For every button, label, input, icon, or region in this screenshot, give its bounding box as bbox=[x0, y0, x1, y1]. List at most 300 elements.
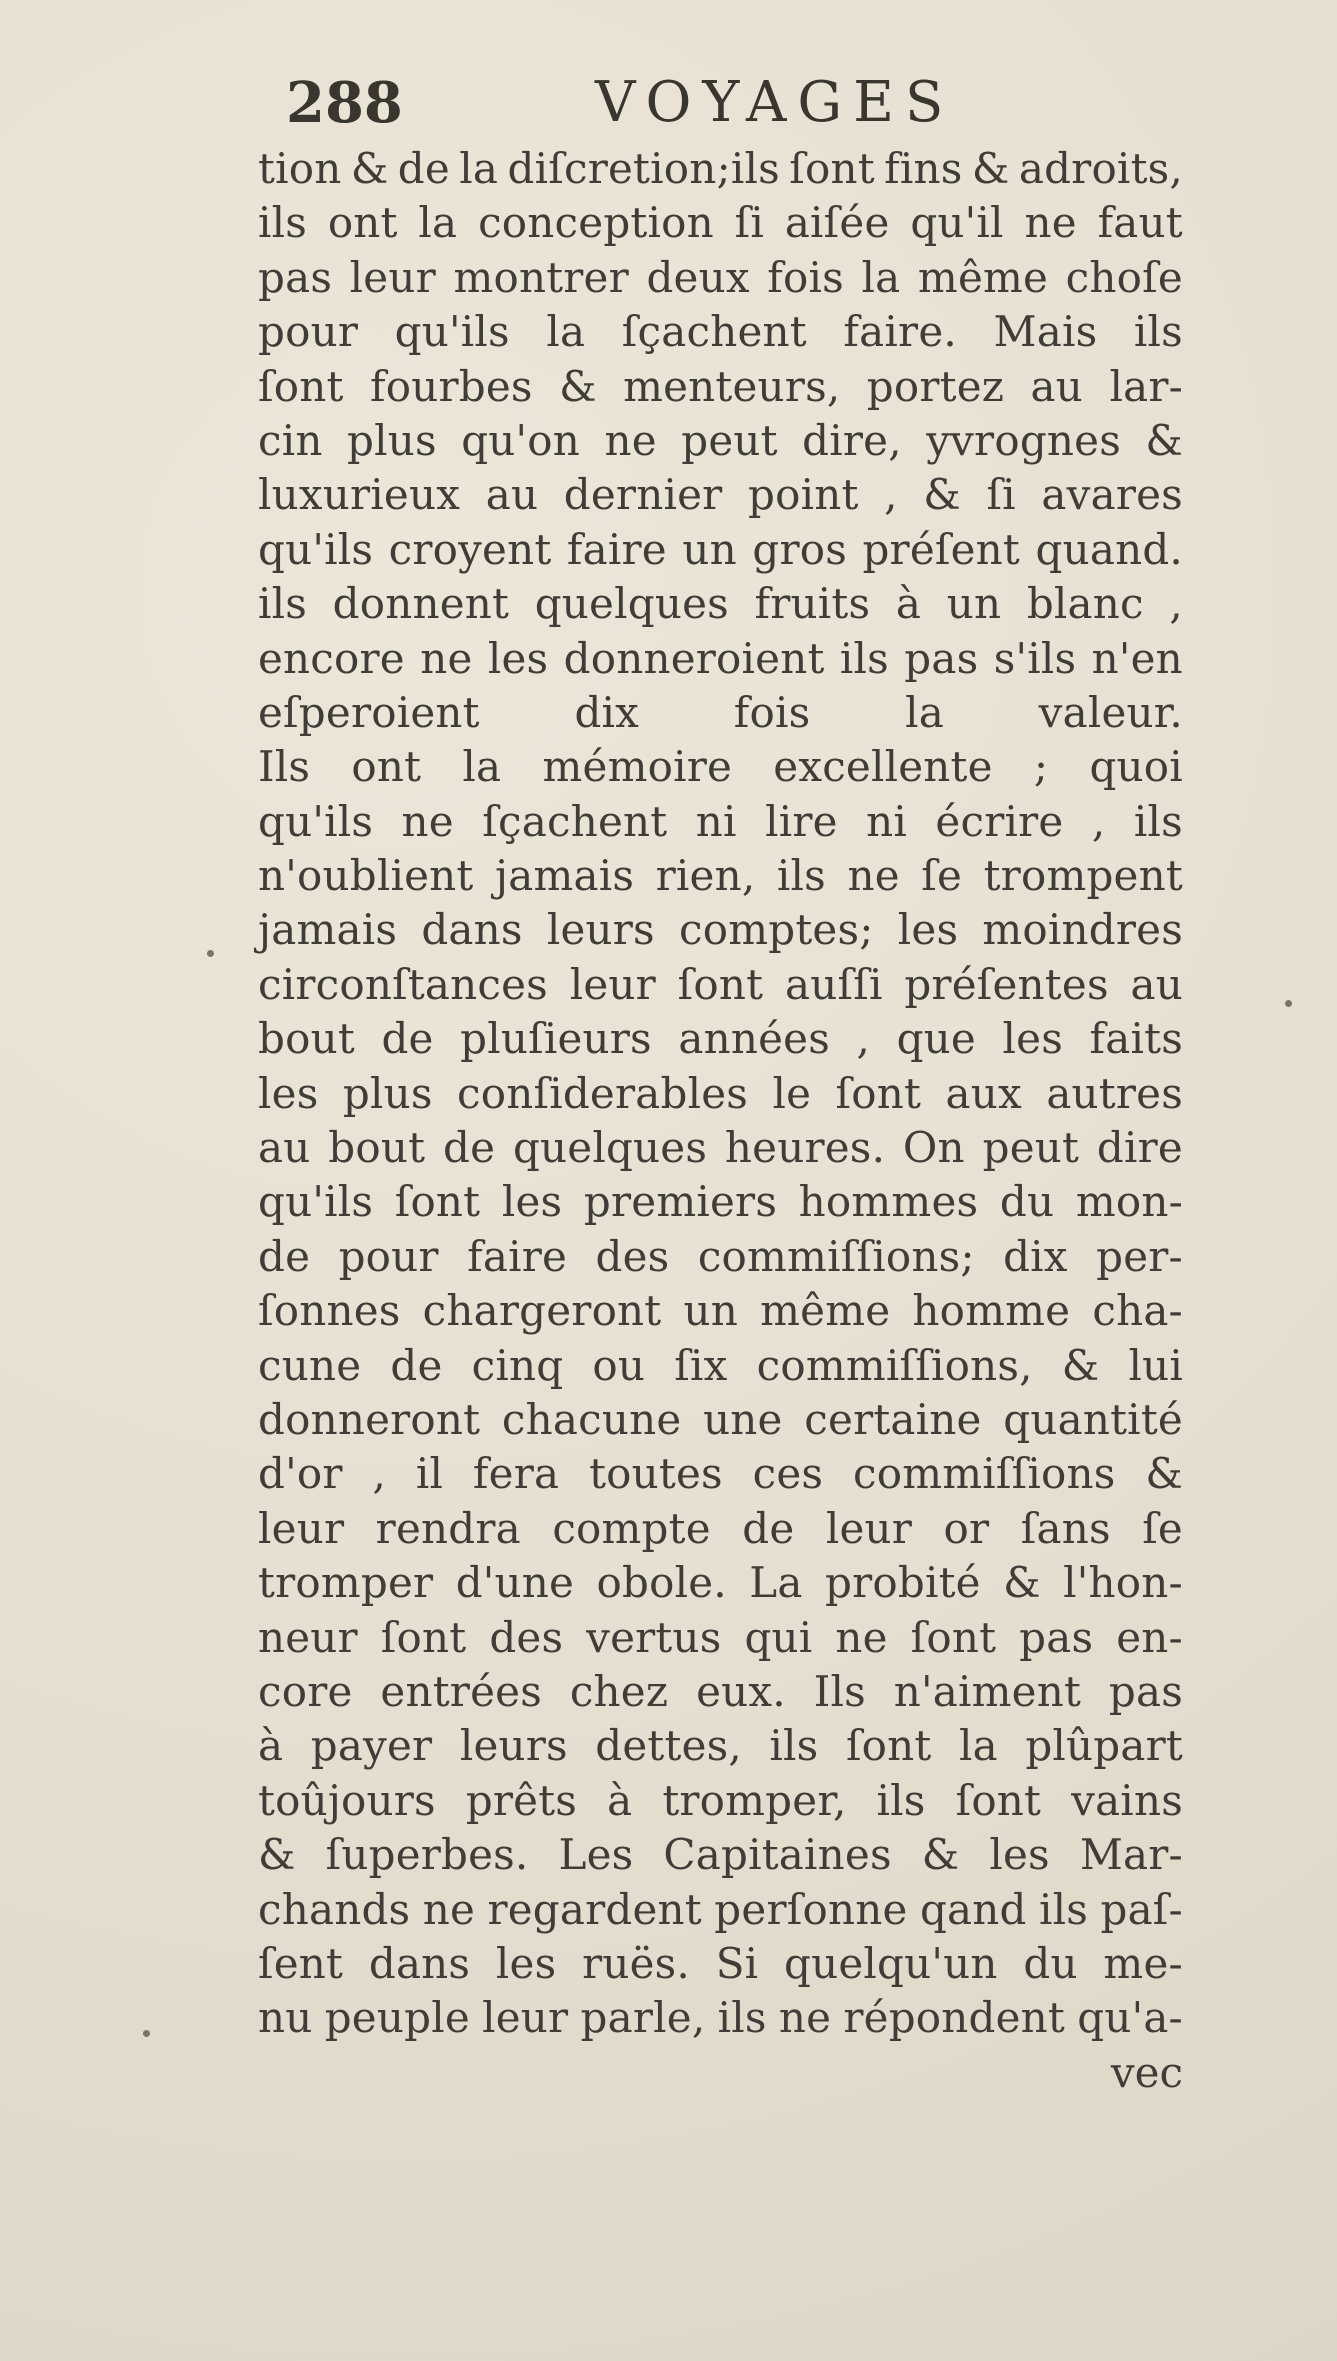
text-word: certaine bbox=[804, 1394, 982, 1444]
text-word: donnent bbox=[332, 579, 510, 629]
page-number: 288 bbox=[286, 70, 403, 136]
text-word: , bbox=[1169, 579, 1183, 629]
text-word: obole. bbox=[596, 1558, 727, 1608]
text-word: n'oublient bbox=[258, 851, 474, 901]
text-word: ces bbox=[752, 1449, 824, 1499]
text-word: chargeront bbox=[422, 1286, 662, 1336]
text-word: du bbox=[999, 1177, 1055, 1227]
text-word: & bbox=[559, 361, 597, 411]
text-word: chacune bbox=[501, 1394, 682, 1444]
text-word: ſont bbox=[845, 1721, 932, 1771]
text-word: fois bbox=[767, 252, 844, 302]
ink-speck bbox=[207, 950, 214, 957]
text-word: Ils bbox=[813, 1666, 866, 1716]
text-word: ſix bbox=[674, 1340, 728, 1390]
text-word: un bbox=[946, 579, 1002, 629]
text-word: toutes bbox=[589, 1449, 723, 1499]
text-word: & bbox=[350, 144, 389, 193]
text-word: , bbox=[856, 1014, 871, 1064]
text-line bbox=[258, 958, 1183, 1012]
text-word: répondent bbox=[843, 1993, 1066, 2043]
text-word: deux bbox=[646, 252, 750, 302]
text-word: préſent bbox=[862, 524, 1021, 574]
text-word: ſont bbox=[380, 1612, 467, 1662]
text-word: La bbox=[749, 1558, 803, 1608]
text-word: me- bbox=[1103, 1938, 1183, 1988]
text-word: pas bbox=[258, 252, 333, 302]
text-word: & bbox=[921, 1830, 960, 1880]
text-line bbox=[258, 903, 1183, 957]
text-word: ſonnes bbox=[258, 1286, 401, 1336]
text-word: quelques bbox=[534, 579, 729, 629]
text-word: On bbox=[902, 1123, 965, 1173]
text-word: qand bbox=[919, 1884, 1027, 1934]
text-word: ont bbox=[327, 198, 398, 248]
text-word: Mar- bbox=[1079, 1830, 1183, 1880]
text-word: ſont bbox=[677, 959, 764, 1009]
text-word: toûjours bbox=[258, 1775, 436, 1825]
text-word: & bbox=[1145, 415, 1183, 465]
text-word: chez bbox=[569, 1666, 669, 1716]
text-line bbox=[258, 1121, 1183, 1175]
text-word: dix bbox=[1003, 1231, 1068, 1281]
text-word: lire bbox=[765, 796, 838, 846]
text-word: il bbox=[415, 1449, 444, 1499]
text-word: trompent bbox=[983, 851, 1183, 901]
text-word: tion bbox=[258, 144, 342, 193]
text-word: au bbox=[485, 470, 539, 520]
text-word: dans bbox=[421, 905, 523, 955]
text-word: auſſi bbox=[784, 959, 883, 1009]
text-word: ne bbox=[1024, 198, 1077, 248]
text-word: dettes, bbox=[595, 1721, 742, 1771]
text-word: ſuperbes. bbox=[325, 1830, 529, 1880]
text-word: & bbox=[1145, 1449, 1183, 1499]
text-line bbox=[258, 305, 1183, 359]
text-word: commiſſions, bbox=[756, 1340, 1033, 1390]
text-word: quelqu'un bbox=[784, 1938, 998, 1988]
text-word: core bbox=[258, 1666, 353, 1716]
text-word: ont bbox=[351, 742, 422, 792]
text-line bbox=[258, 1937, 1183, 1991]
text-word: qu'on bbox=[461, 415, 581, 465]
text-word: plus bbox=[342, 1068, 433, 1118]
text-word: mon- bbox=[1075, 1177, 1183, 1227]
text-word: fois bbox=[733, 687, 811, 737]
text-word: eſperoient bbox=[258, 687, 480, 737]
text-word: ſont bbox=[835, 1068, 922, 1118]
text-word: commiſſions bbox=[852, 1449, 1116, 1499]
text-word: qu'ils bbox=[258, 524, 374, 574]
text-word: les bbox=[1002, 1014, 1063, 1064]
text-line bbox=[258, 1828, 1183, 1882]
text-word: de bbox=[258, 1231, 311, 1281]
text-word: ils bbox=[776, 851, 826, 901]
text-word: regardent bbox=[487, 1884, 702, 1934]
text-word: nu bbox=[258, 1993, 313, 2043]
text-word: n'aiment bbox=[893, 1666, 1082, 1716]
text-word: faire bbox=[566, 524, 667, 574]
text-word: de bbox=[443, 1123, 496, 1173]
text-word: portez bbox=[866, 361, 1005, 411]
text-word: dire, bbox=[802, 415, 902, 465]
text-word: diſcretion;ils bbox=[507, 144, 780, 193]
ink-speck bbox=[1285, 1000, 1292, 1007]
text-word: peut bbox=[982, 1123, 1080, 1173]
text-word: compte bbox=[552, 1503, 711, 1553]
text-word: chands bbox=[258, 1884, 411, 1934]
text-word: paſ- bbox=[1100, 1884, 1183, 1934]
text-word: excellente bbox=[773, 742, 993, 792]
text-word: plus bbox=[347, 415, 437, 465]
text-word: leur bbox=[349, 252, 436, 302]
text-line bbox=[258, 1447, 1183, 1501]
text-word: n'en bbox=[1091, 633, 1183, 683]
text-word: ne bbox=[420, 633, 473, 683]
text-word: à bbox=[895, 579, 922, 629]
text-word: homme bbox=[912, 1286, 1071, 1336]
text-word: fins bbox=[884, 144, 963, 193]
text-word: & bbox=[258, 1830, 296, 1880]
page-text-block bbox=[258, 72, 1183, 2100]
text-word: & bbox=[1061, 1340, 1100, 1390]
text-word: la bbox=[418, 198, 458, 248]
text-line bbox=[258, 142, 1183, 196]
text-word: valeur. bbox=[1038, 687, 1183, 737]
text-word: fera bbox=[472, 1449, 560, 1499]
text-word: ne bbox=[604, 415, 657, 465]
text-word: dans bbox=[368, 1938, 471, 1988]
text-word: ils bbox=[1039, 1884, 1089, 1934]
text-word: les bbox=[495, 1938, 557, 1988]
text-word: qu'a- bbox=[1077, 1993, 1183, 2043]
text-line bbox=[258, 1012, 1183, 1066]
text-line bbox=[258, 523, 1183, 577]
text-line bbox=[258, 795, 1183, 849]
text-word: prêts bbox=[465, 1775, 578, 1825]
text-word: pas bbox=[1019, 1612, 1094, 1662]
text-word: Si bbox=[715, 1938, 759, 1988]
text-word: ils bbox=[717, 1993, 767, 2043]
text-word: & bbox=[923, 470, 961, 520]
text-line bbox=[258, 577, 1183, 631]
text-word: luxurieux bbox=[258, 470, 461, 520]
text-word: perſonne bbox=[714, 1884, 908, 1934]
text-word: ſe bbox=[1142, 1503, 1183, 1553]
text-word: cha- bbox=[1092, 1286, 1183, 1336]
text-word: bout bbox=[328, 1123, 426, 1173]
text-word: de bbox=[381, 1014, 434, 1064]
text-word: quantité bbox=[1003, 1394, 1183, 1444]
ink-speck bbox=[143, 2030, 150, 2037]
text-word: fourbes bbox=[369, 361, 533, 411]
text-word: le bbox=[772, 1068, 812, 1118]
text-word: donneront bbox=[258, 1394, 481, 1444]
text-word: qu'ils bbox=[394, 307, 510, 357]
text-word: comptes; bbox=[679, 905, 874, 955]
text-word: ſi bbox=[734, 198, 765, 248]
text-word: pas bbox=[904, 633, 979, 683]
text-word: conception bbox=[478, 198, 714, 248]
text-line bbox=[258, 1284, 1183, 1338]
text-word: même bbox=[917, 252, 1049, 302]
text-word: faut bbox=[1097, 198, 1183, 248]
text-line bbox=[258, 468, 1183, 522]
text-line bbox=[258, 1665, 1183, 1719]
text-word: en- bbox=[1116, 1612, 1183, 1662]
text-word: parle, bbox=[580, 1993, 706, 2043]
text-word: ne bbox=[778, 1993, 832, 2043]
text-word: ſent bbox=[258, 1938, 344, 1988]
text-word: , bbox=[372, 1449, 386, 1499]
text-word: pour bbox=[338, 1231, 439, 1281]
text-word: dernier bbox=[563, 470, 723, 520]
text-line bbox=[258, 1611, 1183, 1665]
text-word: même bbox=[760, 1286, 891, 1336]
text-word: années bbox=[678, 1014, 830, 1064]
text-word: lui bbox=[1128, 1340, 1183, 1390]
text-word: de bbox=[390, 1340, 443, 1390]
text-word: ni bbox=[866, 796, 907, 846]
catchword: vec bbox=[1110, 2047, 1183, 2097]
text-word: ; bbox=[1033, 742, 1049, 792]
text-line bbox=[258, 1230, 1183, 1284]
text-word: moindres bbox=[982, 905, 1183, 955]
text-word: de bbox=[742, 1503, 795, 1553]
text-word: plûpart bbox=[1025, 1721, 1183, 1771]
text-word: per- bbox=[1096, 1231, 1183, 1281]
text-word: ils bbox=[1133, 307, 1183, 357]
text-word: un bbox=[682, 524, 737, 574]
text-word: au bbox=[258, 1123, 311, 1173]
text-word: mémoire bbox=[542, 742, 733, 792]
text-word: leur bbox=[258, 1503, 345, 1553]
text-word: & bbox=[1003, 1558, 1041, 1608]
text-word: autres bbox=[1046, 1068, 1183, 1118]
text-word: ruës. bbox=[582, 1938, 690, 1988]
text-word: ne bbox=[835, 1612, 888, 1662]
text-word: dix bbox=[574, 687, 640, 737]
text-word: faits bbox=[1089, 1014, 1183, 1064]
text-word: gros bbox=[752, 524, 847, 574]
text-word: peut bbox=[681, 415, 778, 465]
text-word: ils bbox=[258, 198, 308, 248]
text-word: les bbox=[897, 905, 959, 955]
text-word: or bbox=[943, 1503, 990, 1553]
text-word: ils bbox=[769, 1721, 819, 1771]
text-word: ſont bbox=[789, 144, 875, 193]
text-word: un bbox=[683, 1286, 738, 1336]
text-word: hommes bbox=[798, 1177, 979, 1227]
text-word: du bbox=[1023, 1938, 1078, 1988]
text-line bbox=[258, 740, 1183, 794]
text-word: qu'il bbox=[910, 198, 1004, 248]
text-word: ſont bbox=[955, 1775, 1042, 1825]
text-word: rien, bbox=[655, 851, 756, 901]
text-word: ſe bbox=[921, 851, 963, 901]
text-word: leur bbox=[569, 959, 656, 1009]
text-word: cin bbox=[258, 415, 323, 465]
text-word: blanc bbox=[1026, 579, 1144, 629]
text-word: rendra bbox=[375, 1503, 521, 1553]
running-head bbox=[258, 72, 1183, 142]
text-word: cinq bbox=[471, 1340, 564, 1390]
text-word: ſans bbox=[1020, 1503, 1111, 1553]
text-word: ſi bbox=[986, 470, 1016, 520]
text-word: leur bbox=[482, 1993, 569, 2043]
text-line bbox=[258, 1991, 1183, 2045]
text-word: Capitaines bbox=[663, 1830, 892, 1880]
text-word: qu'ils bbox=[258, 796, 374, 846]
text-word: jamais bbox=[258, 905, 398, 955]
text-word: d'or bbox=[258, 1449, 343, 1499]
text-word: ne bbox=[422, 1884, 476, 1934]
text-word: ſçachent bbox=[482, 796, 668, 846]
text-word: ſont bbox=[258, 361, 344, 411]
text-word: point bbox=[748, 470, 859, 520]
text-word: heures. bbox=[724, 1123, 886, 1173]
text-word: ils bbox=[876, 1775, 926, 1825]
text-word: adroits, bbox=[1018, 144, 1183, 193]
text-word: s'ils bbox=[993, 633, 1077, 683]
text-word: quand. bbox=[1035, 524, 1183, 574]
text-line bbox=[258, 686, 1183, 740]
text-word: la bbox=[459, 144, 499, 193]
text-word: une bbox=[703, 1394, 783, 1444]
text-word: au bbox=[1130, 959, 1183, 1009]
text-word: la bbox=[861, 252, 901, 302]
text-word: conſiderables bbox=[457, 1068, 749, 1118]
text-word: avares bbox=[1041, 470, 1183, 520]
text-word: choſe bbox=[1065, 252, 1183, 302]
text-word: ſçachent bbox=[621, 307, 807, 357]
text-line bbox=[258, 414, 1183, 468]
text-word: que bbox=[896, 1014, 976, 1064]
text-word: Mais bbox=[993, 307, 1098, 357]
text-word: ne bbox=[847, 851, 900, 901]
text-word: l'hon- bbox=[1063, 1558, 1183, 1608]
text-word: payer bbox=[310, 1721, 433, 1771]
text-word: donneroient bbox=[563, 633, 825, 683]
text-word: , bbox=[884, 470, 898, 520]
text-word: écrire bbox=[935, 796, 1064, 846]
text-line bbox=[258, 251, 1183, 305]
text-word: à bbox=[258, 1721, 284, 1771]
text-word: entrées bbox=[380, 1666, 542, 1716]
text-word: ils bbox=[839, 633, 889, 683]
text-word: lar- bbox=[1109, 361, 1183, 411]
text-word: au bbox=[1030, 361, 1084, 411]
text-word: circonſtances bbox=[258, 959, 548, 1009]
text-word: quoi bbox=[1089, 742, 1183, 792]
text-word: leurs bbox=[546, 905, 655, 955]
text-word: commiſſions; bbox=[697, 1231, 975, 1281]
text-line bbox=[258, 196, 1183, 250]
text-word: encore bbox=[258, 633, 405, 683]
text-line bbox=[258, 1175, 1183, 1229]
text-word: faire bbox=[467, 1231, 568, 1281]
text-word: la bbox=[905, 687, 944, 737]
text-word: leurs bbox=[459, 1721, 568, 1771]
text-word: dire bbox=[1096, 1123, 1183, 1173]
text-line bbox=[258, 849, 1183, 903]
text-line bbox=[258, 632, 1183, 686]
text-word: aux bbox=[945, 1068, 1022, 1118]
text-word: pluſieurs bbox=[460, 1014, 652, 1064]
text-word: menteurs, bbox=[623, 361, 841, 411]
text-word: eux. bbox=[696, 1666, 786, 1716]
text-word: bout bbox=[258, 1014, 355, 1064]
text-word: à bbox=[607, 1775, 633, 1825]
text-word: vertus bbox=[586, 1612, 722, 1662]
running-title: VOYAGES bbox=[595, 70, 955, 135]
text-word: ne bbox=[401, 796, 454, 846]
text-word: & bbox=[971, 144, 1010, 193]
text-word: des bbox=[489, 1612, 564, 1662]
text-line bbox=[258, 1883, 1183, 1937]
text-word: fruits bbox=[754, 579, 871, 629]
text-word: ou bbox=[592, 1340, 646, 1390]
text-line bbox=[258, 1556, 1183, 1610]
body-text bbox=[258, 142, 1183, 2046]
text-word: jamais bbox=[494, 851, 635, 901]
text-word: des bbox=[595, 1231, 670, 1281]
text-line bbox=[258, 1774, 1183, 1828]
text-word: pour bbox=[258, 307, 359, 357]
text-word: vains bbox=[1071, 1775, 1183, 1825]
text-line bbox=[258, 1393, 1183, 1447]
text-word: croyent bbox=[388, 524, 552, 574]
text-word: neur bbox=[258, 1612, 358, 1662]
text-word: préſentes bbox=[904, 959, 1109, 1009]
text-word: les bbox=[501, 1177, 563, 1227]
text-word: ſont bbox=[910, 1612, 997, 1662]
text-word: , bbox=[1091, 796, 1106, 846]
text-line bbox=[258, 1067, 1183, 1121]
text-word: la bbox=[462, 742, 502, 792]
text-line bbox=[258, 360, 1183, 414]
text-word: probité bbox=[825, 1558, 981, 1608]
text-word: Les bbox=[558, 1830, 634, 1880]
text-word: premiers bbox=[583, 1177, 778, 1227]
text-word: la bbox=[546, 307, 586, 357]
text-word: leur bbox=[825, 1503, 913, 1553]
text-word: les bbox=[487, 633, 549, 683]
text-word: pas bbox=[1108, 1666, 1183, 1716]
text-word: tromper bbox=[258, 1558, 434, 1608]
text-word: qui bbox=[744, 1612, 813, 1662]
text-word: les bbox=[258, 1068, 319, 1118]
text-line bbox=[258, 1502, 1183, 1556]
text-word: cune bbox=[258, 1340, 362, 1390]
text-line bbox=[258, 1719, 1183, 1773]
text-word: qu'ils bbox=[258, 1177, 374, 1227]
text-word: ils bbox=[1133, 796, 1183, 846]
text-word: yvrognes bbox=[926, 415, 1121, 465]
text-word: tromper, bbox=[662, 1775, 847, 1825]
text-word: de bbox=[397, 144, 450, 193]
text-word: aiſée bbox=[784, 198, 890, 248]
text-word: ils bbox=[258, 579, 308, 629]
text-word: la bbox=[958, 1721, 998, 1771]
text-word: montrer bbox=[453, 252, 629, 302]
text-line bbox=[258, 1339, 1183, 1393]
text-word: ſont bbox=[394, 1177, 481, 1227]
text-word: d'une bbox=[455, 1558, 575, 1608]
text-word: ni bbox=[695, 796, 737, 846]
text-word: peuple bbox=[324, 1993, 470, 2043]
text-word: Ils bbox=[258, 742, 311, 792]
